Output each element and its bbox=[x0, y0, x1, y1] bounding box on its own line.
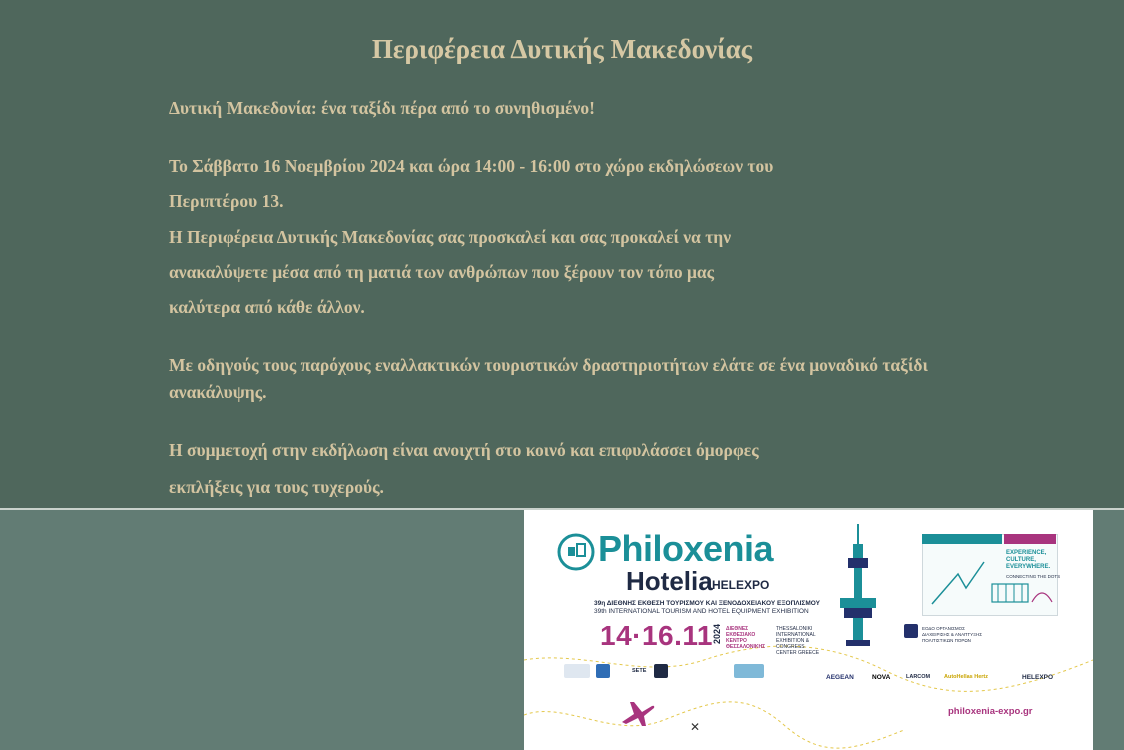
article-line: Η συμμετοχή στην εκδήλωση είναι ανοιχτή στο κοινό και επιφυλάσσει όμορφες bbox=[169, 440, 759, 460]
article-line: ανακαλύψετε μέσα από τη ματιά των ανθρώπων που ξέρουν τον τόπο μας bbox=[169, 262, 715, 282]
article-line: Με οδηγούς τους παρόχους εναλλακτικών τουριστικών δραστηριοτήτων ελάτε σε ένα μοναδικό ταξίδι bbox=[169, 355, 928, 375]
article-line: εκπλήξεις για τους τυχερούς. bbox=[169, 477, 384, 497]
event-year: 2024 bbox=[712, 624, 722, 645]
close-icon[interactable]: ✕ bbox=[690, 720, 701, 734]
sponsor-name: HELEXPO bbox=[1022, 674, 1054, 681]
experience-slogan: EXPERIENCE, CULTURE, EVERYWHERE. bbox=[1006, 550, 1051, 570]
sponsor-name: AEGEAN bbox=[826, 674, 854, 681]
connecting-slogan: CONNECTING THE DOTS bbox=[1006, 574, 1061, 579]
brand-philoxenia: Philoxenia bbox=[598, 528, 774, 569]
event-dates: 14·16.11 bbox=[600, 620, 713, 651]
sponsor-name: SETE bbox=[632, 668, 647, 674]
airplane-icon bbox=[620, 698, 656, 728]
article-line: καλύτερα από κάθε άλλον. bbox=[169, 297, 365, 317]
philoxenia-logo-icon bbox=[556, 532, 596, 572]
panel-tag-teal bbox=[922, 534, 1002, 544]
sponsor-name: LARCOM bbox=[906, 674, 931, 680]
venue-english: THESSALONIKI INTERNATIONAL EXHIBITION & CONGRESS CENTER GREECE bbox=[776, 626, 820, 656]
helexpo-logo: HELEXPO bbox=[712, 578, 770, 592]
sponsor-name: AutoHellas Hertz bbox=[944, 674, 989, 680]
sponsor-logo bbox=[596, 664, 610, 678]
exhibition-subtitle-greek: 39η ΔΙΕΘΝΗΣ ΕΚΘΕΣΗ ΤΟΥΡΙΣΜΟΥ ΚΑΙ ΞΕΝΟΔΟΧΕΙΑΚΟΥ ΕΞΟΠΛΙΣΜΟΥ bbox=[594, 600, 820, 607]
organization-text: ΕΟΔΟ ΟΡΓΑΝΙΣΜΟΣ ΔΙΑΧΕΙΡΙΣΗΣ & ΑΝΑΠΤΥΞΗΣ ΠΟΛΙΤΙΣΤΙΚΩΝ ΠΟΡΩΝ bbox=[922, 626, 983, 643]
exhibition-subtitle-english: 39th INTERNATIONAL TOURISM AND HOTEL EQUIPMENT EXHIBITION bbox=[594, 608, 809, 615]
article-line: Περιπτέρου 13. bbox=[169, 191, 284, 211]
sponsor-logo bbox=[654, 664, 668, 678]
article-line: Η Περιφέρεια Δυτικής Μακεδονίας σας προσκαλεί και σας προκαλεί να την bbox=[169, 227, 732, 247]
website-link[interactable]: philoxenia-expo.gr bbox=[948, 706, 1033, 717]
sponsor-name: NOVA bbox=[872, 674, 891, 681]
sponsor-strip bbox=[554, 664, 1064, 684]
event-poster-image[interactable] bbox=[524, 510, 1093, 750]
brand-hotelia: Hotelia bbox=[626, 566, 713, 596]
article-line: Το Σάββατο 16 Νοεμβρίου 2024 και ώρα 14:00 - 16:00 στο χώρο εκδηλώσεων του bbox=[169, 156, 774, 176]
sponsor-logo bbox=[564, 664, 590, 678]
organization-logo-icon bbox=[904, 624, 918, 638]
venue-greek: ΔΙΕΘΝΕΣ ΕΚΘΕΣΙΑΚΟ ΚΕΝΤΡΟ ΘΕΣΣΑΛΟΝΙΚΗΣ bbox=[726, 626, 766, 650]
article-title: Περιφέρεια Δυτικής Μακεδονίας bbox=[371, 34, 753, 64]
sponsor-logo bbox=[734, 664, 764, 678]
panel-tag-magenta bbox=[1004, 534, 1056, 544]
article-line: Δυτική Μακεδονία: ένα ταξίδι πέρα από το συνηθισμένο! bbox=[169, 98, 595, 118]
tower-illustration bbox=[832, 520, 884, 654]
article-line: ανακάλυψης. bbox=[169, 382, 267, 402]
